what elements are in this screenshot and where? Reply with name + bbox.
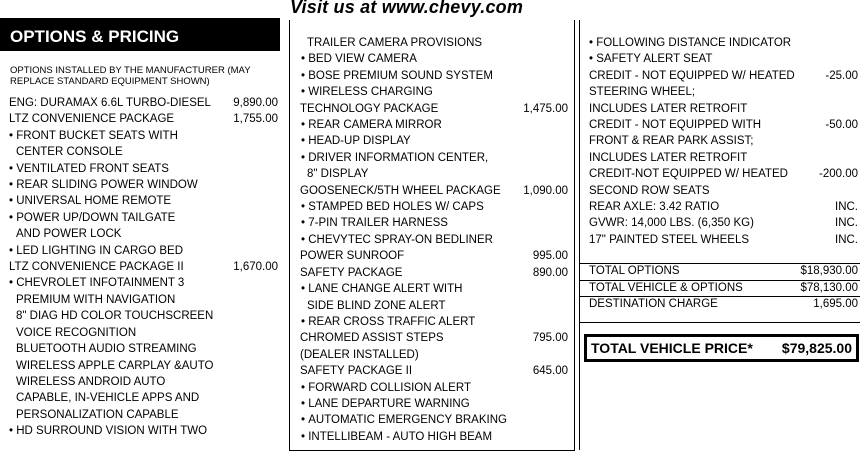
line-item xyxy=(0,341,280,357)
line-item-description: TOTAL VEHICLE & OPTIONS xyxy=(589,281,743,294)
line-item-description: • HD SURROUND VISION WITH TWO xyxy=(0,423,280,439)
line-item xyxy=(290,68,574,84)
line-item xyxy=(290,298,574,314)
website-url: Visit us at www.chevy.com xyxy=(290,0,524,17)
line-item-price: -50.00 xyxy=(825,119,858,132)
line-item-description: CENTER CONSOLE xyxy=(16,146,123,159)
line-item xyxy=(580,150,860,166)
line-item-description: SAFETY PACKAGE II xyxy=(300,365,413,378)
line-item xyxy=(580,232,860,248)
line-item-description: • DRIVER INFORMATION CENTER, xyxy=(290,150,574,166)
line-item xyxy=(0,308,280,324)
line-item xyxy=(0,161,280,177)
line-item xyxy=(0,259,280,275)
line-item xyxy=(0,243,280,259)
line-item-price: 1,695.00 xyxy=(813,298,858,311)
line-item-description: • REAR CROSS TRAFFIC ALERT xyxy=(290,314,574,330)
line-item xyxy=(0,111,280,127)
line-item-description: FRONT & REAR PARK ASSIST; xyxy=(589,135,754,148)
line-item-price: 795.00 xyxy=(532,332,568,345)
line-item xyxy=(290,215,574,231)
line-item-description: • FRONT BUCKET SEATS WITH xyxy=(0,128,280,144)
totals-section xyxy=(580,263,860,313)
line-item xyxy=(290,84,574,100)
line-item xyxy=(0,210,280,226)
line-item-description: REAR AXLE: 3.42 RATIO xyxy=(589,201,720,214)
line-item xyxy=(0,325,280,341)
line-item-price: INC. xyxy=(835,217,858,230)
line-item xyxy=(290,265,574,281)
line-item-description: CREDIT - NOT EQUIPPED WITH xyxy=(589,119,762,132)
line-item xyxy=(290,281,574,297)
line-item-description: • LANE CHANGE ALERT WITH xyxy=(290,281,574,297)
line-item-description: • LANE DEPARTURE WARNING xyxy=(290,396,574,412)
line-item-description: • AUTOMATIC EMERGENCY BRAKING xyxy=(290,412,574,428)
line-item xyxy=(290,314,574,330)
line-item-description: • FORWARD COLLISION ALERT xyxy=(290,380,574,396)
options-column-1 xyxy=(0,18,280,440)
line-item xyxy=(290,166,574,182)
options-list-2 xyxy=(290,35,574,445)
line-item-description: STEERING WHEEL; xyxy=(589,86,696,99)
options-column-2 xyxy=(289,20,575,451)
line-item-description: INCLUDES LATER RETROFIT xyxy=(589,102,748,115)
line-item-description: • WIRELESS CHARGING xyxy=(290,84,574,100)
line-item-description: CHROMED ASSIST STEPS xyxy=(300,332,444,345)
line-item-description: TOTAL OPTIONS xyxy=(589,265,680,278)
line-item-description: POWER SUNROOF xyxy=(300,250,405,263)
line-item-description: CREDIT - NOT EQUIPPED W/ HEATED xyxy=(589,69,795,82)
line-item xyxy=(0,144,280,160)
line-item-description: INCLUDES LATER RETROFIT xyxy=(589,151,748,164)
line-item xyxy=(290,150,574,166)
line-item xyxy=(290,412,574,428)
line-item-description: • REAR CAMERA MIRROR xyxy=(290,117,574,133)
line-item-description: 8" DIAG HD COLOR TOUCHSCREEN xyxy=(16,310,214,323)
total-vehicle-price-label: TOTAL VEHICLE PRICE* xyxy=(591,340,753,357)
options-pricing-header: OPTIONS & PRICING xyxy=(0,18,280,51)
line-item-price: -25.00 xyxy=(825,69,858,82)
line-item xyxy=(580,215,860,231)
line-item xyxy=(580,183,860,199)
line-item-description: GVWR: 14,000 LBS. (6,350 KG) xyxy=(589,217,754,230)
line-item-description: SECOND ROW SEATS xyxy=(589,184,710,197)
line-item-description: • BOSE PREMIUM SOUND SYSTEM xyxy=(290,68,574,84)
options-list-1 xyxy=(0,95,280,440)
line-item-description: LTZ CONVENIENCE PACKAGE II xyxy=(9,261,184,274)
line-item xyxy=(290,51,574,67)
line-item-price: 890.00 xyxy=(532,266,568,279)
line-item-price: -200.00 xyxy=(818,168,858,181)
line-item-description: (DEALER INSTALLED) xyxy=(300,348,419,361)
line-item-description: DESTINATION CHARGE xyxy=(589,298,718,311)
line-item-price: 1,670.00 xyxy=(233,261,278,274)
line-item-price: 995.00 xyxy=(532,250,568,263)
line-item-description: WIRELESS APPLE CARPLAY &AUTO xyxy=(16,359,214,372)
line-item-description: GOOSENECK/5TH WHEEL PACKAGE xyxy=(300,184,501,197)
line-item xyxy=(0,226,280,242)
line-item-description: SIDE BLIND ZONE ALERT xyxy=(307,299,446,312)
line-item-description: • SAFETY ALERT SEAT xyxy=(580,51,860,67)
totals-list xyxy=(580,264,860,313)
line-item-description: VOICE RECOGNITION xyxy=(16,326,137,339)
line-item xyxy=(580,68,860,84)
line-item-description: BLUETOOTH AUDIO STREAMING xyxy=(16,343,197,356)
line-item-description: CAPABLE, IN-VEHICLE APPS AND xyxy=(16,392,200,405)
line-item xyxy=(0,423,280,439)
line-item xyxy=(290,248,574,264)
line-item-description: CREDIT-NOT EQUIPPED W/ HEATED xyxy=(589,168,788,181)
line-item xyxy=(290,232,574,248)
line-item xyxy=(0,374,280,390)
options-column-3 xyxy=(579,20,860,450)
line-item-description: • 7-PIN TRAILER HARNESS xyxy=(290,215,574,231)
total-vehicle-price-box xyxy=(584,334,859,362)
line-item-description: WIRELESS ANDROID AUTO xyxy=(16,375,166,388)
line-item xyxy=(290,380,574,396)
line-item xyxy=(0,95,280,111)
line-item xyxy=(0,292,280,308)
line-item xyxy=(290,396,574,412)
options-list-3 xyxy=(580,35,860,248)
line-item xyxy=(290,101,574,117)
line-item xyxy=(580,199,860,215)
line-item-description: • HEAD-UP DISPLAY xyxy=(290,133,574,149)
line-item-price: $18,930.00 xyxy=(800,265,858,278)
line-item-description: • CHEVROLET INFOTAINMENT 3 xyxy=(0,275,280,291)
line-item xyxy=(0,275,280,291)
line-item-price: 9,890.00 xyxy=(233,97,278,109)
line-item xyxy=(580,264,860,281)
line-item xyxy=(290,199,574,215)
line-item-price: INC. xyxy=(835,201,858,214)
line-item xyxy=(580,51,860,67)
line-item xyxy=(290,429,574,445)
line-item-price: 645.00 xyxy=(532,365,568,378)
line-item-description: • INTELLIBEAM - AUTO HIGH BEAM xyxy=(290,429,574,445)
line-item xyxy=(580,101,860,117)
line-item-description: • BED VIEW CAMERA xyxy=(290,51,574,67)
line-item-description: ENG: DURAMAX 6.6L TURBO-DIESEL xyxy=(9,97,211,109)
total-vehicle-price-value: $79,825.00 xyxy=(781,340,852,357)
line-item xyxy=(290,183,574,199)
line-item-description: • UNIVERSAL HOME REMOTE xyxy=(0,193,280,209)
line-item xyxy=(580,133,860,149)
options-note: OPTIONS INSTALLED BY THE MANUFACTURER (MAY REPLACE STANDARD EQUIPMENT SHOWN) xyxy=(10,65,251,87)
line-item-description: AND POWER LOCK xyxy=(16,228,122,241)
line-item xyxy=(0,177,280,193)
line-item-description: • CHEVYTEC SPRAY-ON BEDLINER xyxy=(290,232,574,248)
line-item-price: INC. xyxy=(835,233,858,246)
line-item xyxy=(0,390,280,406)
line-item-price: $78,130.00 xyxy=(800,281,858,294)
line-item-description: • POWER UP/DOWN TAILGATE xyxy=(0,210,280,226)
line-item xyxy=(290,117,574,133)
line-item-description: SAFETY PACKAGE xyxy=(300,266,403,279)
line-item-price: 1,475.00 xyxy=(523,102,568,115)
line-item xyxy=(0,128,280,144)
line-item xyxy=(580,281,860,298)
line-item xyxy=(290,35,574,51)
line-item-description: 8" DISPLAY xyxy=(307,168,369,181)
line-item xyxy=(290,363,574,379)
line-item-price: 1,755.00 xyxy=(233,113,278,126)
line-item xyxy=(290,347,574,363)
line-item-description: LTZ CONVENIENCE PACKAGE xyxy=(9,113,175,126)
line-item xyxy=(0,358,280,374)
line-item xyxy=(580,297,860,313)
line-item-description: • REAR SLIDING POWER WINDOW xyxy=(0,177,280,193)
line-item xyxy=(580,35,860,51)
line-item-description: 17" PAINTED STEEL WHEELS xyxy=(589,233,750,246)
line-item xyxy=(0,407,280,423)
line-item xyxy=(290,133,574,149)
line-item-description: TECHNOLOGY PACKAGE xyxy=(300,102,439,115)
line-item xyxy=(580,166,860,182)
line-item-description: PREMIUM WITH NAVIGATION xyxy=(16,293,176,306)
line-item-description: TRAILER CAMERA PROVISIONS xyxy=(307,37,483,49)
line-item-description: • VENTILATED FRONT SEATS xyxy=(0,161,280,177)
line-item-description: PERSONALIZATION CAPABLE xyxy=(16,408,179,421)
line-item xyxy=(580,84,860,100)
line-item-price: 1,090.00 xyxy=(523,184,568,197)
line-item xyxy=(580,117,860,133)
line-item-description: • FOLLOWING DISTANCE INDICATOR xyxy=(580,35,860,51)
line-item-description: • LED LIGHTING IN CARGO BED xyxy=(0,243,280,259)
line-item xyxy=(0,193,280,209)
line-item-description: • STAMPED BED HOLES W/ CAPS xyxy=(290,199,574,215)
line-item xyxy=(290,330,574,346)
